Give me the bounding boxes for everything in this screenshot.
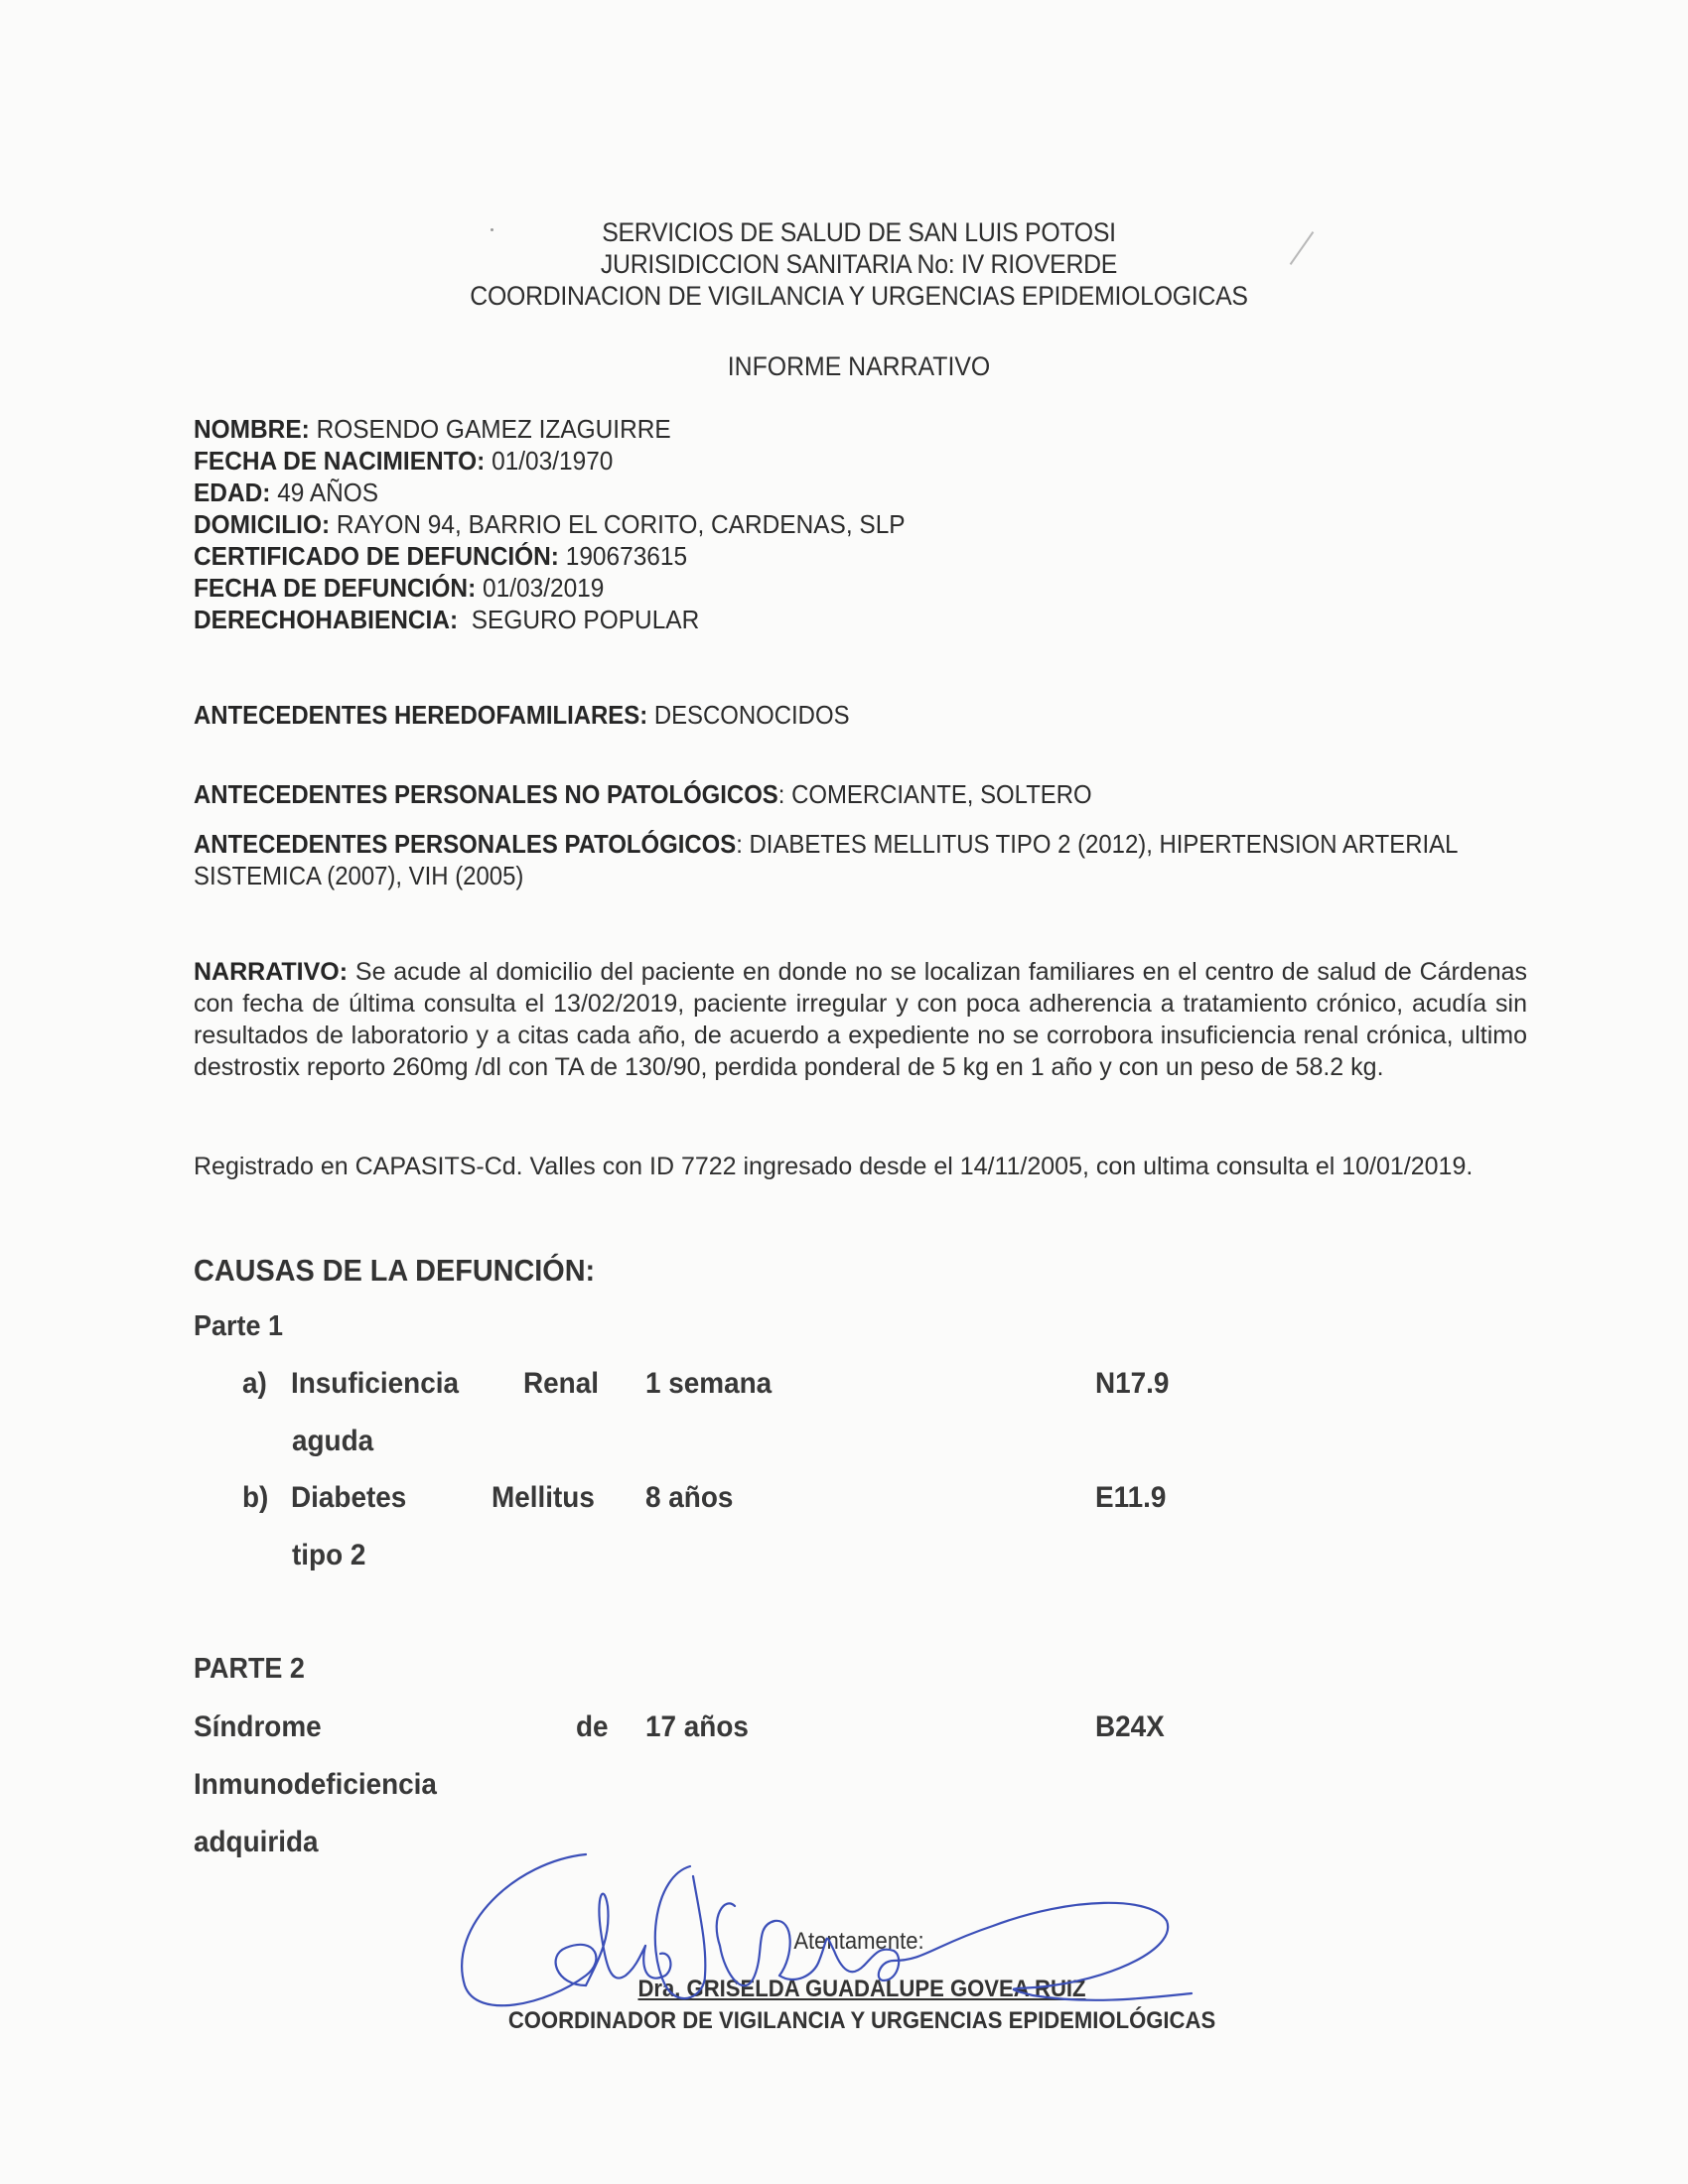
patient-fields <box>194 413 906 635</box>
signer-name: Dra. GRISELDA GUADALUPE GOVEA RUIZ <box>637 1976 1086 2002</box>
cause-b-duration: 8 años <box>645 1481 734 1514</box>
causas-title: CAUSAS DE LA DEFUNCIÓN: <box>194 1253 596 1288</box>
field-certificado: CERTIFICADO DE DEFUNCIÓN: 190673615 <box>194 541 688 571</box>
signer-title: COORDINADOR DE VIGILANCIA Y URGENCIAS EPIDEMIOLÓGICAS <box>507 2007 1216 2034</box>
narrativo-paragraph: NARRATIVO: Se acude al domicilio del paciente en donde no se localizan familiares en el centro de salud de Cárdenas con fecha de última consulta el 13/02/2019, paciente irregular y con poca adherencia a tratamiento crónico, acudía sin resultados de laboratorio y a citas cada año, de acuerdo a expediente no se corrobora insuficiencia renal crónica, ultimo destrostix reporto 260mg /dl con TA de 130/90, perdida ponderal de 5 kg en 1 año y con un peso de 58.2 kg. <box>194 958 1527 1081</box>
signature-scribble <box>437 1837 1291 2035</box>
cause-c-word4: adquirida <box>194 1826 319 1858</box>
header-line-3: COORDINACION DE VIGILANCIA Y URGENCIAS EPIDEMIOLOGICAS <box>470 281 1248 311</box>
cause-c-word3: Inmunodeficiencia <box>194 1768 437 1801</box>
cause-a-letter: a) <box>242 1367 267 1400</box>
cause-b-word2: Mellitus <box>492 1481 595 1514</box>
cause-c-word2: de <box>576 1710 609 1743</box>
cause-c-duration: 17 años <box>645 1710 749 1743</box>
field-derechohabiencia: DERECHOHABIENCIA: SEGURO POPULAR <box>194 605 700 634</box>
cause-b-letter: b) <box>242 1481 269 1514</box>
antecedentes-patologicos: ANTECEDENTES PERSONALES PATOLÓGICOS: DIABETES MELLITUS TIPO 2 (2012), HIPERTENSION ARTERIAL SISTEMICA (2007), VIH (2005) <box>194 829 1458 890</box>
field-domicilio: DOMICILIO: RAYON 94, BARRIO EL CORITO, CARDENAS, SLP <box>194 509 906 539</box>
field-nombre: NOMBRE: ROSENDO GAMEZ IZAGUIRRE <box>194 414 671 444</box>
cause-a-word2: Renal <box>523 1367 599 1400</box>
cause-b-code: E11.9 <box>1095 1481 1167 1514</box>
cause-a-code: N17.9 <box>1095 1367 1170 1400</box>
document-header <box>69 216 1649 312</box>
cause-b-word1: Diabetes <box>291 1481 407 1514</box>
report-title: INFORME NARRATIVO <box>727 351 991 381</box>
field-edad: EDAD: 49 AÑOS <box>194 478 379 507</box>
field-fecha-nacimiento: FECHA DE NACIMIENTO: 01/03/1970 <box>194 446 614 476</box>
cause-a-word1: Insuficiencia <box>291 1367 460 1400</box>
cause-a-duration: 1 semana <box>645 1367 773 1400</box>
cause-c-word1: Síndrome <box>194 1710 322 1743</box>
header-line-1: SERVICIOS DE SALUD DE SAN LUIS POTOSI <box>602 217 1116 247</box>
header-line-2: JURISIDICCION SANITARIA No: IV RIOVERDE <box>600 249 1118 279</box>
antecedentes-no-patologicos: ANTECEDENTES PERSONALES NO PATOLÓGICOS: COMERCIANTE, SOLTERO <box>194 779 1092 809</box>
registro-paragraph: Registrado en CAPASITS-Cd. Valles con ID 7722 ingresado desde el 14/11/2005, con ultima consulta el 10/01/2019. <box>194 1153 1474 1180</box>
parte1-label: Parte 1 <box>194 1310 283 1342</box>
antecedentes-heredofamiliares: ANTECEDENTES HEREDOFAMILIARES: DESCONOCIDOS <box>194 700 850 730</box>
cause-c-code: B24X <box>1095 1710 1165 1743</box>
field-fecha-defuncion: FECHA DE DEFUNCIÓN: 01/03/2019 <box>194 573 605 603</box>
cause-b-word3: tipo 2 <box>292 1539 366 1571</box>
cause-a-word3: aguda <box>292 1425 374 1457</box>
closing-atentamente: Atentamente: <box>793 1928 924 1955</box>
handwritten-signature <box>437 1837 1291 2035</box>
parte2-label: PARTE 2 <box>194 1653 305 1685</box>
